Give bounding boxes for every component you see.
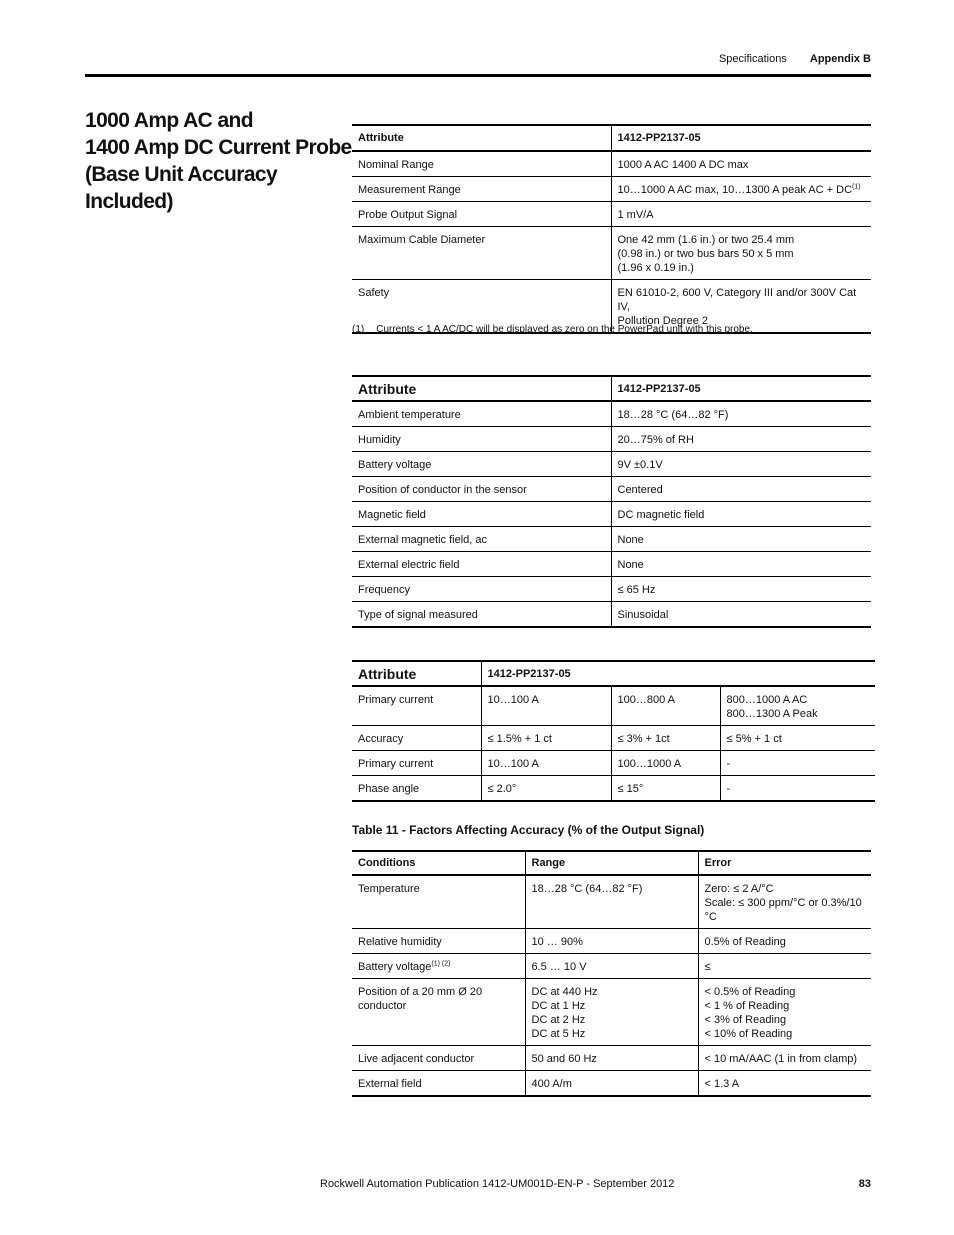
attribute-cell: External magnetic field, ac: [352, 527, 611, 552]
table-row: [352, 726, 875, 751]
value-cell: DC magnetic field: [611, 502, 871, 527]
table-row: [352, 1071, 871, 1097]
value-cell: 1000 A AC 1400 A DC max: [611, 151, 871, 177]
table-row: [352, 401, 871, 427]
error-cell: < 1.3 A: [698, 1071, 871, 1097]
value-cell: 1 mV/A: [611, 202, 871, 227]
column-header: Attribute: [352, 661, 481, 686]
value-cell: 10…100 A: [481, 751, 611, 776]
value-cell: Sinusoidal: [611, 602, 871, 628]
condition-cell: Position of a 20 mm Ø 20 conductor: [352, 979, 525, 1046]
table-row: [352, 151, 871, 177]
value-cell: 100…800 A: [611, 686, 720, 726]
title-line: (Base Unit Accuracy Included): [85, 163, 278, 213]
table-row: [352, 979, 871, 1046]
probe-spec-table: [352, 124, 871, 334]
value-line: DC at 1 Hz: [531, 1000, 586, 1012]
page-title: [85, 107, 355, 215]
table-row: [352, 227, 871, 280]
attribute-cell: Magnetic field: [352, 502, 611, 527]
table-row: [352, 1046, 871, 1071]
header-section: Specifications: [718, 53, 787, 65]
error-cell: ≤: [698, 954, 871, 979]
value-text: 10…1000 A AC max, 10…1300 A peak AC + DC: [617, 184, 853, 196]
attribute-cell: Maximum Cable Diameter: [352, 227, 611, 280]
column-header: 1412-PP2137-05: [481, 661, 875, 686]
table-row: [352, 177, 871, 202]
table-header-row: [352, 125, 871, 151]
value-line: (0.98 in.) or two bus bars 50 x 5 mm: [617, 248, 794, 260]
attribute-cell: Ambient temperature: [352, 401, 611, 427]
footnote-marker: (1): [352, 324, 365, 335]
condition-cell: External field: [352, 1071, 525, 1097]
table-footnote: [352, 324, 753, 335]
column-header: Attribute: [352, 376, 611, 401]
error-cell: [698, 875, 871, 929]
error-cell: [698, 979, 871, 1046]
table-row: [352, 929, 871, 954]
value-cell: ≤ 3% + 1ct: [611, 726, 720, 751]
value-line: (1.96 x 0.19 in.): [617, 262, 694, 274]
value-cell: -: [720, 751, 875, 776]
value-cell: ≤ 1.5% + 1 ct: [481, 726, 611, 751]
table-header-row: [352, 851, 871, 875]
value-cell: ≤ 65 Hz: [611, 577, 871, 602]
value-cell: ≤ 5% + 1 ct: [720, 726, 875, 751]
value-cell: None: [611, 552, 871, 577]
factors-table: [352, 850, 871, 1097]
attribute-cell: Phase angle: [352, 776, 481, 802]
column-header: Conditions: [352, 851, 525, 875]
attribute-cell: Frequency: [352, 577, 611, 602]
title-line: 1400 Amp DC Current Probe: [85, 136, 352, 159]
table-row: [352, 452, 871, 477]
range-cell: 400 A/m: [525, 1071, 698, 1097]
attribute-cell: Humidity: [352, 427, 611, 452]
footnote-text: Currents < 1 A AC/DC will be displayed as zero on the PowerPad unit with this probe.: [376, 324, 753, 335]
value-line: Zero: ≤ 2 A/°C: [704, 883, 774, 895]
table-row: [352, 954, 871, 979]
table-row: [352, 202, 871, 227]
value-line: 800…1300 A Peak: [726, 708, 818, 720]
attribute-cell: Position of conductor in the sensor: [352, 477, 611, 502]
table-row: [352, 577, 871, 602]
value-line: DC at 5 Hz: [531, 1028, 586, 1040]
footnote-ref: (1): [852, 183, 861, 191]
header-rule: [85, 74, 871, 77]
value-line: < 3% of Reading: [704, 1014, 787, 1026]
value-line: 800…1000 A AC: [726, 694, 808, 706]
table-row: [352, 527, 871, 552]
condition-text: Battery voltage: [358, 961, 432, 973]
column-header: Range: [525, 851, 698, 875]
reference-conditions-table: [352, 375, 871, 628]
value-cell: 20…75% of RH: [611, 427, 871, 452]
attribute-cell: Battery voltage: [352, 452, 611, 477]
attribute-cell: Probe Output Signal: [352, 202, 611, 227]
value-line: One 42 mm (1.6 in.) or two 25.4 mm: [617, 234, 795, 246]
table-row: [352, 427, 871, 452]
running-header: [719, 53, 871, 65]
column-header: 1412-PP2137-05: [611, 125, 871, 151]
condition-cell: [352, 954, 525, 979]
publication-info: Rockwell Automation Publication 1412-UM001D-EN-P - September 2012: [320, 1178, 675, 1190]
range-cell: 10 … 90%: [525, 929, 698, 954]
value-line: Scale: ≤ 300 ppm/°C or 0.3%/10 °C: [704, 897, 862, 923]
table-caption: Table 11 - Factors Affecting Accuracy (% of the Output Signal): [352, 823, 705, 837]
table-row: [352, 776, 875, 802]
condition-cell: Relative humidity: [352, 929, 525, 954]
condition-cell: Temperature: [352, 875, 525, 929]
page-number: 83: [858, 1178, 871, 1190]
value-line: DC at 440 Hz: [531, 986, 598, 998]
table-row: [352, 686, 875, 726]
value-line: DC at 2 Hz: [531, 1014, 586, 1026]
value-line: < 0.5% of Reading: [704, 986, 796, 998]
column-header: Attribute: [352, 125, 611, 151]
attribute-cell: Accuracy: [352, 726, 481, 751]
range-cell: 18…28 °C (64…82 °F): [525, 875, 698, 929]
table-row: [352, 875, 871, 929]
column-header: 1412-PP2137-05: [611, 376, 871, 401]
attribute-cell: External electric field: [352, 552, 611, 577]
value-cell: ≤ 2.0°: [481, 776, 611, 802]
range-cell: [525, 979, 698, 1046]
table-row: [352, 552, 871, 577]
value-cell: 100…1000 A: [611, 751, 720, 776]
range-cell: 50 and 60 Hz: [525, 1046, 698, 1071]
value-cell: [720, 686, 875, 726]
table-header-row: [352, 376, 871, 401]
value-line: Pollution Degree 2: [617, 315, 709, 327]
attribute-cell: Primary current: [352, 686, 481, 726]
value-line: < 10% of Reading: [704, 1028, 793, 1040]
value-cell: None: [611, 527, 871, 552]
column-header: Error: [698, 851, 871, 875]
condition-cell: Live adjacent conductor: [352, 1046, 525, 1071]
table-row: [352, 751, 875, 776]
value-line: < 1 % of Reading: [704, 1000, 790, 1012]
value-cell: ≤ 15°: [611, 776, 720, 802]
range-cell: 6.5 … 10 V: [525, 954, 698, 979]
table-row: [352, 477, 871, 502]
footnote-ref: (1) (2): [431, 960, 451, 968]
value-cell: 10…100 A: [481, 686, 611, 726]
error-cell: < 10 mA/AAC (1 in from clamp): [698, 1046, 871, 1071]
value-cell: [611, 227, 871, 280]
value-cell: Centered: [611, 477, 871, 502]
value-cell: 9V ±0.1V: [611, 452, 871, 477]
attribute-cell: Type of signal measured: [352, 602, 611, 628]
accuracy-table: [352, 660, 875, 802]
table-row: [352, 602, 871, 628]
value-cell: 18…28 °C (64…82 °F): [611, 401, 871, 427]
attribute-cell: Measurement Range: [352, 177, 611, 202]
error-cell: 0.5% of Reading: [698, 929, 871, 954]
attribute-cell: Nominal Range: [352, 151, 611, 177]
table-header-row: [352, 661, 875, 686]
value-cell: [611, 177, 871, 202]
value-cell: -: [720, 776, 875, 802]
header-appendix: Appendix B: [809, 53, 871, 65]
table-row: [352, 502, 871, 527]
attribute-cell: Primary current: [352, 751, 481, 776]
title-line: 1000 Amp AC and: [85, 109, 253, 132]
attribute-cell: Safety: [352, 280, 611, 334]
value-line: EN 61010-2, 600 V, Category III and/or 300V Cat IV,: [617, 287, 857, 313]
